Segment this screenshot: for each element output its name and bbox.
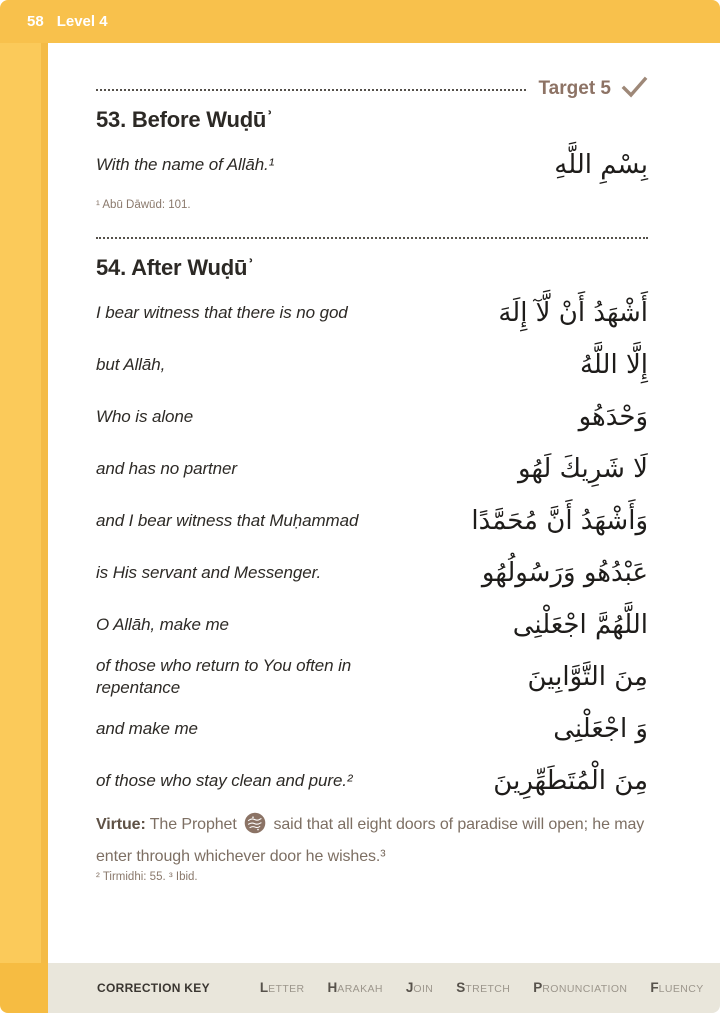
translation-row (96, 547, 648, 599)
english-text: O Allāh, make me (96, 614, 229, 634)
translation-row (96, 703, 648, 755)
translation-row (96, 651, 648, 703)
virtue-paragraph (96, 811, 648, 870)
key-item-harakah: HARAKAH (327, 980, 383, 995)
correction-key-items (260, 979, 704, 997)
virtue-text-after: said that all eight doors of paradise will open; he may enter through whichever door he wishes.³ (96, 816, 645, 865)
left-margin-strip-bottom (0, 963, 48, 1013)
english-text: Who is alone (96, 406, 194, 426)
arabic-text: عَبْدُهُو وَرَسُولُهُو (481, 557, 648, 588)
translation-row (96, 391, 648, 443)
key-item-fluency: FLUENCY (650, 980, 704, 995)
translation-row (96, 755, 648, 807)
page-number: 58 (27, 13, 44, 30)
translation-row (96, 599, 648, 651)
arabic-text: إِلَّا اللَّهُ (579, 349, 648, 380)
translation-row (96, 287, 648, 339)
arabic-text: وَأَشْهَدُ أَنَّ مُحَمَّدًا (471, 505, 648, 536)
arabic-text: وَ اجْعَلْنِى (553, 713, 648, 744)
correction-key-label: CORRECTION KEY (97, 981, 210, 995)
translation-row (96, 339, 648, 391)
target-dotted-line (96, 89, 526, 91)
level-label: Level 4 (56, 13, 108, 30)
english-text: but Allāh, (96, 354, 166, 374)
key-item-pronunciation: PRONUNCIATION (533, 980, 628, 995)
virtue-label: Virtue: (96, 816, 146, 833)
english-text: and has no partner (96, 458, 237, 478)
arabic-text: بِسْمِ اللَّهِ (554, 149, 648, 180)
arabic-text: مِنَ التَّوَّابِينَ (527, 661, 648, 692)
arabic-text: لَا شَرِيكَ لَهُو (518, 453, 648, 484)
virtue-text-before: The Prophet (149, 816, 237, 833)
section-54-rows (96, 287, 648, 807)
key-item-stretch: STRETCH (456, 980, 511, 995)
section-54-heading: 54. After Wuḍūʾ (96, 255, 255, 280)
footnote-53: ¹ Abū Dāwūd: 101. (96, 199, 191, 211)
english-text: and make me (96, 718, 198, 738)
english-text: I bear witness that there is no god (96, 302, 348, 322)
target-label: Target 5 (538, 78, 611, 99)
section-53-heading: 53. Before Wuḍūʾ (96, 107, 274, 132)
check-icon (621, 76, 648, 103)
page-content (48, 43, 720, 963)
key-item-join: JOIN (405, 980, 434, 995)
translation-row (96, 495, 648, 547)
english-text: is His servant and Messenger. (96, 562, 322, 582)
target-row (96, 78, 648, 100)
english-text: of those who stay clean and pure.² (96, 770, 353, 790)
english-text: and I bear witness that Muḥammad (96, 510, 359, 530)
arabic-text: مِنَ الْمُتَطَهِّرِينَ (493, 765, 648, 796)
arabic-text: اللَّهُمَّ اجْعَلْنِى (512, 609, 648, 640)
correction-key-bar (48, 963, 720, 1013)
translation-row (96, 443, 648, 495)
prophet-honorific-icon (244, 812, 266, 843)
translation-row (96, 133, 648, 197)
section-divider (96, 237, 648, 239)
left-margin-strip (0, 43, 48, 963)
key-item-letter: LETTER (259, 980, 305, 995)
english-text: With the name of Allāh.¹ (96, 154, 275, 174)
footnote-54: ² Tirmidhi: 55. ³ Ibid. (96, 871, 198, 883)
page-header-bar (0, 0, 720, 43)
arabic-text: أَشْهَدُ أَنْ لَّآ إِلَهَ (498, 297, 648, 328)
arabic-text: وَحْدَهُو (578, 401, 648, 432)
english-text: of those who return to You often in repentance (96, 655, 352, 697)
